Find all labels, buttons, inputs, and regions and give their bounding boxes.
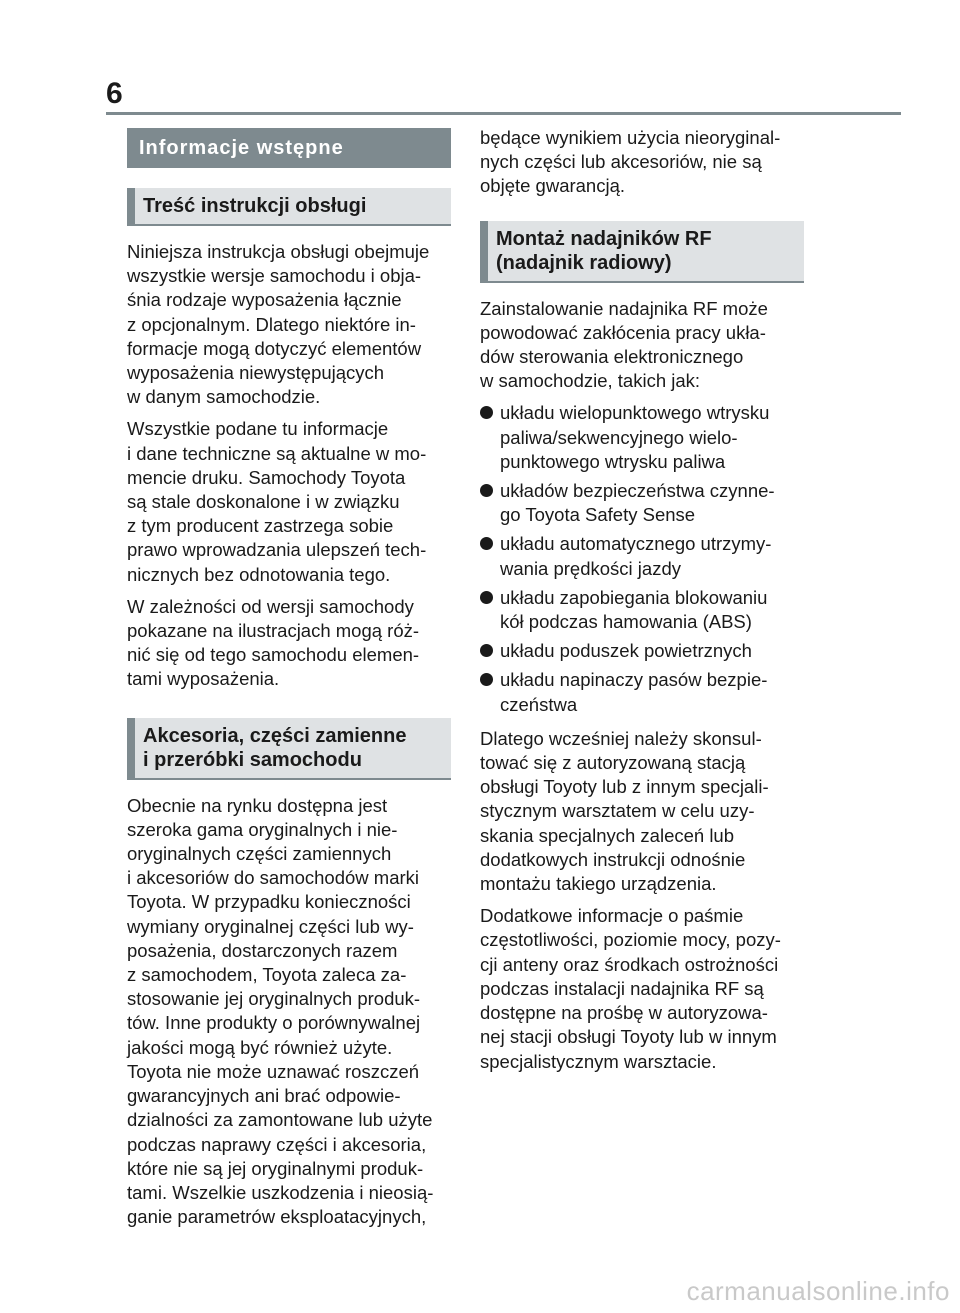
list-item: układu poduszek powietrznych: [480, 639, 804, 663]
left-column: [127, 128, 451, 1229]
bullet-icon: [480, 673, 493, 686]
bullet-icon: [480, 591, 493, 604]
paragraph-rf-intro: Zainstalowanie nadajnika RF może powodować zakłócenia pracy ukła- dów sterowania elektronicznego w samochodzie, takich jak:: [480, 297, 768, 392]
section-heading-accessories: [127, 718, 451, 780]
section-heading-accessories-line2: i przeróbki samochodu: [143, 748, 362, 771]
watermark: carmanualsonline.info: [686, 1276, 950, 1306]
list-item: układu wielopunktowego wtrysku paliwa/sekwencyjnego wielo- punktowego wtrysku paliwa: [480, 401, 804, 474]
paragraph-additional-info: Dodatkowe informacje o paśmie częstotliwości, poziomie mocy, pozy- cji anteny oraz środkach ostrożności podczas instalacji nadajnika RF są dostępne na prośbę w autoryzowa- nej stacji obsługi Toyoty lub w innym specjalistycznym warsztacie.: [480, 905, 781, 1072]
list-item: układu zapobiegania blokowaniu kół podczas hamowania (ABS): [480, 586, 804, 634]
section-heading-rf-line2: (nadajnik radiowy): [496, 251, 672, 274]
bullet-icon: [480, 484, 493, 497]
paragraph-accessories: Obecnie na rynku dostępna jest szeroka gama oryginalnych i nie- oryginalnych części zamiennych i akcesoriów do samochodów marki Toyota. W przypadku konieczności wymiany oryginalnej części lub wy- posażenia, dostarczonych razem z samochodem, Toyota zaleca za- stosowanie jej oryginalnych produk- tów. Inne produkty o porównywalnej jakości mogą być również użyte. Toyota nie może uznawać roszczeń gwarancyjnych ani brać odpowie- dzialności za zamontowane lub użyte podczas naprawy części i akcesoria, które nie są jej oryginalnymi produk- tami. Wszelkie uszkodzenia i nieosią- ganie parametrów eksploatacyjnych,: [127, 794, 434, 1228]
paragraph-scope: Niniejsza instrukcja obsługi obejmuje wszystkie wersje samochodu i obja- śnia rodzaje wyposażenia łącznie z opcjonalnym. Dlatego niektóre in- formacje mogą dotyczyć elementów wyposażenia niewystępujących w danym samochodzie.: [127, 241, 430, 408]
section-heading-rf-line1: Montaż nadajników RF: [496, 227, 712, 250]
section-heading-manual-contents: Treść instrukcji obsługi: [127, 188, 451, 226]
paragraph-consult-dealer: Dlatego wcześniej należy skonsul- tować się z autoryzowaną stacją obsługi Toyoty lub z innym specjali- stycznym warsztatem w celu uzy- skania specjalnych zaleceń lub dodatkowych instrukcji odnośnie montażu takiego urządzenia.: [480, 727, 769, 895]
bullet-icon: [480, 644, 493, 657]
right-column: [480, 126, 804, 1082]
header-divider: [106, 112, 901, 115]
bullet-icon: [480, 406, 493, 419]
rf-systems-list: [480, 401, 804, 716]
paragraph-illustrations: W zależności od wersji samochody pokazane na ilustracjach mogą róż- nić się od tego samochodu elemen- tami wyposażenia.: [127, 595, 420, 690]
bullet-icon: [480, 537, 493, 550]
page-number: 6: [106, 77, 123, 110]
list-item: układów bezpieczeństwa czynne- go Toyota Safety Sense: [480, 479, 804, 527]
section-heading-rf-transmitters: [480, 221, 804, 283]
section-heading-accessories-line1: Akcesoria, części zamienne: [143, 724, 407, 747]
paragraph-technical-data: Wszystkie podane tu informacje i dane techniczne są aktualne w mo- mencie druku. Samochody Toyota są stale doskonalone i w związku z tym producent zastrzega sobie prawo wprowadzania ulepszeń tech- nicznych bez odnotowania tego.: [127, 418, 427, 585]
list-item: układu napinaczy pasów bezpie- czeństwa: [480, 668, 804, 716]
paragraph-continuation: będące wynikiem użycia nieoryginal- nych części lub akcesoriów, nie są objęte gwarancją.: [480, 127, 781, 197]
chapter-banner: Informacje wstępne: [127, 128, 451, 168]
list-item: układu automatycznego utrzymy- wania prędkości jazdy: [480, 532, 804, 580]
